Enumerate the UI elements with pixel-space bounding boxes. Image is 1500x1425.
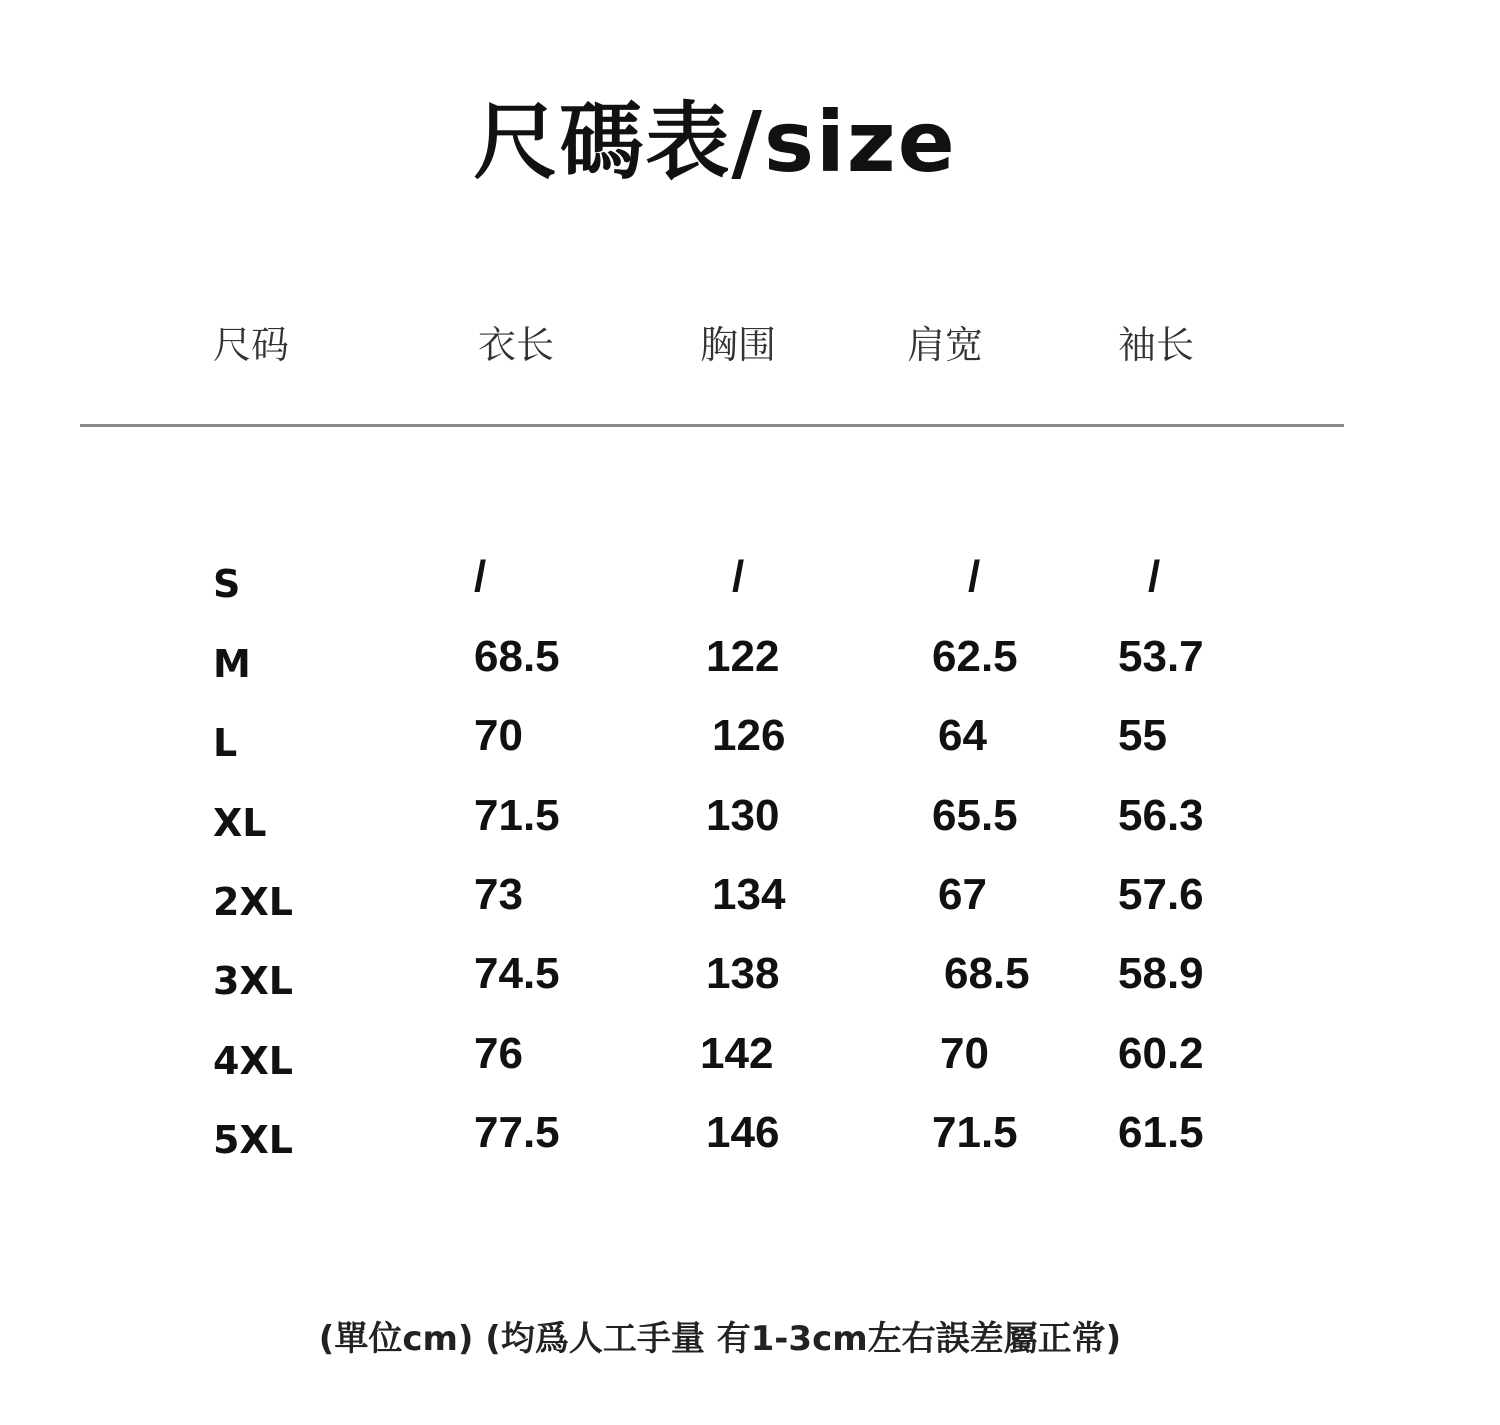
sleeve-value: 56.3 <box>1118 791 1204 840</box>
table-row <box>0 632 1500 695</box>
table-row <box>0 552 1500 615</box>
size-label: M <box>213 642 251 686</box>
sleeve-value: 57.6 <box>1118 870 1204 919</box>
chest-value: 142 <box>700 1029 774 1078</box>
chest-value: 146 <box>706 1108 780 1157</box>
chest-value: / <box>732 552 745 601</box>
shoulder-value: 65.5 <box>932 791 1018 840</box>
header-length: 衣长 <box>478 323 555 367</box>
length-value: 68.5 <box>474 632 560 681</box>
shoulder-value: 70 <box>940 1029 989 1078</box>
length-value: 74.5 <box>474 949 560 998</box>
length-value: 76 <box>474 1029 523 1078</box>
table-row <box>0 870 1500 933</box>
shoulder-value: 71.5 <box>932 1108 1018 1157</box>
sleeve-value: 60.2 <box>1118 1029 1204 1078</box>
size-label: 2XL <box>213 880 293 924</box>
page-title: 尺碼表/size <box>473 93 957 191</box>
shoulder-value: 62.5 <box>932 632 1018 681</box>
length-value: 71.5 <box>474 791 560 840</box>
shoulder-value: 64 <box>938 711 987 760</box>
header-divider <box>80 424 1344 427</box>
length-value: 77.5 <box>474 1108 560 1157</box>
length-value: 73 <box>474 870 523 919</box>
header-size: 尺码 <box>213 323 290 367</box>
size-label: XL <box>213 801 267 845</box>
header-chest: 胸围 <box>700 323 777 367</box>
chest-value: 122 <box>706 632 780 681</box>
sleeve-value: 61.5 <box>1118 1108 1204 1157</box>
shoulder-value: 67 <box>938 870 987 919</box>
size-label: 4XL <box>213 1039 293 1083</box>
shoulder-value: / <box>968 552 981 601</box>
sleeve-value: / <box>1148 552 1161 601</box>
length-value: / <box>474 552 487 601</box>
size-label: S <box>213 562 241 606</box>
table-row <box>0 791 1500 854</box>
sleeve-value: 58.9 <box>1118 949 1204 998</box>
size-label: L <box>213 721 238 765</box>
chest-value: 138 <box>706 949 780 998</box>
sleeve-value: 55 <box>1118 711 1167 760</box>
size-label: 3XL <box>213 959 293 1003</box>
header-sleeve: 袖长 <box>1118 323 1195 367</box>
header-shoulder: 肩宽 <box>907 323 984 367</box>
chest-value: 126 <box>712 711 786 760</box>
chest-value: 134 <box>712 870 786 919</box>
length-value: 70 <box>474 711 523 760</box>
chest-value: 130 <box>706 791 780 840</box>
table-row <box>0 1029 1500 1092</box>
table-row <box>0 1108 1500 1171</box>
size-label: 5XL <box>213 1118 293 1162</box>
shoulder-value: 68.5 <box>944 949 1030 998</box>
sleeve-value: 53.7 <box>1118 632 1204 681</box>
table-row <box>0 949 1500 1012</box>
table-row <box>0 711 1500 774</box>
measurement-note: (單位cm) (均爲人工手量 有1-3cm左右誤差屬正常) <box>318 1319 1122 1359</box>
